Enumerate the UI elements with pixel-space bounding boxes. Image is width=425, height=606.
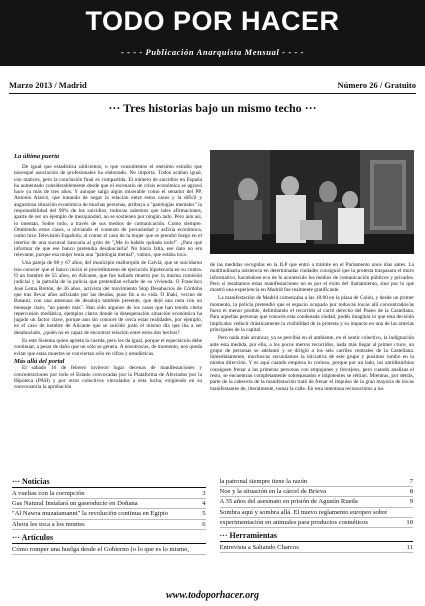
section-heading-first: La última puerta bbox=[14, 153, 60, 160]
contents-index bbox=[12, 477, 413, 555]
index-item-page: 9 bbox=[409, 498, 413, 506]
left-paragraph-4: El sábado 16 de febrero tuvieron lugar decenas de manifestaciones y concentraciones por todo el Estado convocadas por la Plataforma de Afectados por la Hipoteca (PAH) y por otros colectivos vinculados a esta lucha, exigiendo en su convocatoria la aprobación bbox=[14, 365, 202, 391]
index-item-title: Sombra aquí y sombra allá. El nuevo reglamento europeo sobre bbox=[219, 508, 388, 516]
index-item-title: Cómo romper una huelga desde el Gobierno (o lo que es lo mismo, bbox=[12, 545, 190, 553]
articles-heading: ··· Artículos bbox=[12, 533, 206, 544]
right-paragraph-1: de las medidas recogidas en la ILP que entró a trámite en el Parlamento unos días antes. La multitudinaria asistencia en determinadas ciudades consiguió que la protesta traspasara el muro informativo, haciéndose eco de lo acontecido los medios de comunicación públicos y privados. Pero si resaltamos estas manifestaciones no es por el éxito del llamamiento, sino por lo que mostró una experiencia en Madrid fue realmente gratificante. bbox=[210, 262, 414, 294]
masthead bbox=[0, 0, 425, 66]
index-item-page: 4 bbox=[202, 500, 206, 508]
protest-photo bbox=[210, 150, 414, 254]
section-heading-second: Más allá del portal bbox=[14, 357, 65, 365]
index-item[interactable] bbox=[220, 477, 414, 487]
article-right-column bbox=[210, 262, 414, 474]
index-item-title: Noe y la situación en la cárcel de Brieva bbox=[219, 488, 327, 496]
index-item-title: Entrevista a Saltando Charcos bbox=[219, 543, 299, 551]
index-item-title: Gas Natural Instalará un gaseoducto en Doñana bbox=[12, 500, 138, 508]
article-headline: ··· Tres historias bajo un mismo techo ··· bbox=[108, 101, 317, 115]
index-left-column bbox=[12, 477, 206, 555]
publication-subtitle: - - - - Publicación Anarquista Mensual - - - - bbox=[120, 47, 305, 57]
tools-heading: ··· Herramientas bbox=[220, 531, 414, 542]
index-item-page: 5 bbox=[202, 510, 206, 518]
issue-date-place: Marzo 2013 / Madrid bbox=[9, 80, 87, 90]
index-item-page: 7 bbox=[409, 478, 413, 485]
article-left-column bbox=[14, 164, 202, 474]
index-item-title: Ahora les toca a los montes bbox=[12, 520, 85, 528]
publication-title: TODO POR HACER bbox=[85, 6, 340, 36]
left-paragraph-3: Es este Sistema quien aprieta la cuerda, pero les da igual, porque el espectáculo debe continuar, a pesar de daño que un sólo se genera. A nosotros/as, de momento, nos queda evitar que estas muertes se conviertan sólo en cifras y estadísticas. bbox=[14, 338, 202, 357]
index-item[interactable] bbox=[12, 520, 206, 530]
protest-photo-illustration bbox=[210, 150, 414, 254]
index-item-title: A 35 años del asesinato en prisión de Agustín Rueda bbox=[219, 498, 358, 506]
index-item-page: 6 bbox=[202, 520, 206, 528]
index-item-page: 3 bbox=[202, 490, 206, 497]
website-link[interactable]: www.todoporhacer.org bbox=[166, 590, 259, 601]
index-item[interactable] bbox=[12, 545, 206, 555]
index-item[interactable] bbox=[220, 518, 414, 528]
index-item-page: 11 bbox=[406, 543, 413, 551]
index-item[interactable] bbox=[12, 489, 206, 499]
index-item-page: 10 bbox=[406, 518, 413, 526]
left-paragraph-1: De igual que estadística utilicemos, o que consultemos el enésimo estudio que nosesqué asociación de profesionales ha elaborado. No importa. Todos acaban igual, con matices, pero la conclusión final es compartida. El número de suicidios en España ha aumentado considerablemente desde que el escenario de crisis económica se agravó hace ya más de tres años. Y aunque salga algún miserable como el senador del PP, Antonio Alarcó, que tratando de negar la relación entre estos casos y la difícil y angustiosa situación económica de muchas personas, atribuya a "patologías mentales" la responsabilidad del 90% de los suicidios, todos/as sabemos que tales afirmaciones, aparte de ser un ejemplo de mezquindad, no se sostienen por ningún lado. Pero aun así, lo intentan. Sobre todo, a través de sus medios de comunicación. Como siempre. Omitiendo estos casos, u obviando el contexto de precariedad y asfixia económica, como hizo Televisión Española, al contar el caso de la mujer que se prendió fuego en el interior de una sucursal bancaria al grito de "¡Me lo habéis quitado todo!". ¿Para qué informar de que ese banco pretendía desahuciarla? No hacía falta, ese dato no era relevante, porque esa mujer tenía una "patología mental", vamos, que estaba loca. bbox=[14, 164, 202, 259]
right-paragraph-3: Pero nada más arrancar, ya se percibía en el ambiente, en el sentir colectivo, la indignación ante esta medida, por ello, a los pocos metros recorridos, nada más llegar al primer cruce, un grupo de personas se adelantó y se dirigió a los seis carriles centrales de la Castellana. Inmediatamente, muchos/as secundamos la iniciativa de este grupo y pusimos rumbo en la misma dirección. Y es aquí cuando empieza lo curioso, porque por un lado, los antidisturbios consiguen frenar a las primeras personas con empujones y forcejeos, pero cuando analizas el resto, se encuentran completamente sobrepasados e impotentes se retiran. Mientras, por detrás, parte de la cabecera de la manifestación trató de frenar el impulso de la gran mayoría de los/as manifestantes de, literalmente, tomar la calle. En esta intentona reconocimos a los bbox=[210, 335, 414, 392]
index-item[interactable] bbox=[220, 497, 414, 507]
index-item[interactable] bbox=[12, 499, 206, 509]
issue-line bbox=[9, 80, 416, 94]
right-paragraph-2: La manifestación de Madrid comenzaba a las 18:00 en la plaza de Colón, y desde un primer momento, la policía pretendió que el espacio ocupado por todos/as los/as allí concentrados/as fuera el menor posible, delimitando el recorrido al carril derecho del Paseo de la Castellana. Para aquellas personas que conocés esta condenada ciudad, podés imaginar lo que esta decisión implicaba: reducir drásticamente la visibilidad de la protesta y su impacto en una de las arterias principales de la capital. bbox=[210, 295, 414, 333]
index-right-column bbox=[220, 477, 414, 555]
index-item-title: la patronal siempre tiene la razón bbox=[219, 478, 308, 485]
left-paragraph-2: Una pareja de 68 y 67 años, del municipio mallorquín de Calvià, que se suicidaron tras conocer que el banco inició el procedimiento de ejecución hipotecaria en su contra. O un hombre de 55 años, en Alicante, que fue hallado muerto por la misma comisión judicial y la patrulla de la policía que pretendían echarle de su vivienda. O Francisco José Lema Bretón, de 36 años, activista del movimiento Stop Desahucios de Córdoba que tras llevar años asfixiado por las deudas, puso fin a su vida. O Iñaki, vecino de Basauri, con una amenaza de desalojo también presente, que dejó una nota con un mensaje claro, "no puedo más". Han sido algunos de los casos que han tenido cierta repercusión mediática, ejemplos claros donde la desesperación situación económica ha jugado un factor clave, porque aun sin conocer de cerca estas realidades, por ejemplo, en el caso de hombre de Alicante que se suicidó justo el mismo día que iba a ser desahuciado, ¿quién no es capaz de encontrar relación entre estos dos hechos? bbox=[14, 260, 202, 336]
index-item[interactable] bbox=[220, 487, 414, 497]
issue-number: Número 26 / Gratuito bbox=[337, 80, 416, 90]
news-heading: ··· Noticias bbox=[12, 477, 206, 488]
index-item[interactable] bbox=[12, 509, 206, 519]
index-item-page: 8 bbox=[409, 488, 413, 496]
index-item-title: "Al Nawra muzatamanni" la revolución continua en Egipto bbox=[12, 510, 169, 518]
index-item-title: A vueltas con la corrupción bbox=[12, 490, 85, 497]
index-item[interactable] bbox=[220, 543, 414, 553]
index-item-page bbox=[203, 545, 206, 554]
index-item-title: experimentación en animales para productos cosméticos bbox=[219, 518, 368, 526]
index-item-page bbox=[410, 508, 413, 517]
index-item[interactable] bbox=[220, 508, 414, 518]
